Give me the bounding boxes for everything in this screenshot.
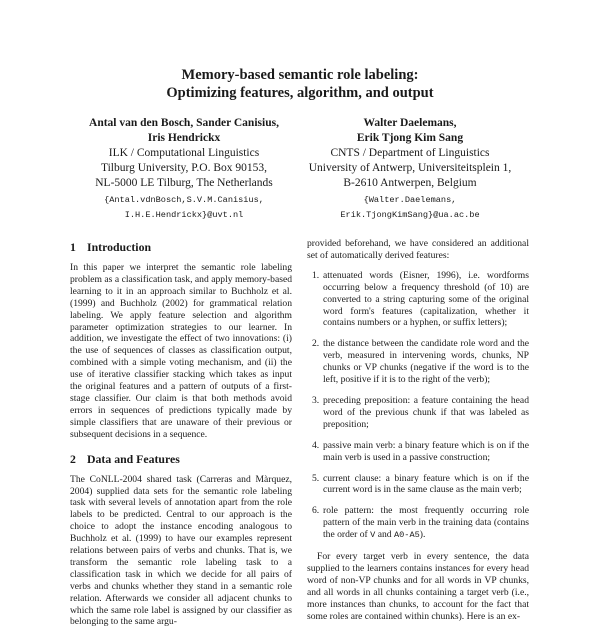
author-block-antwerp <box>290 116 530 223</box>
list-item-number: 1. <box>312 269 320 281</box>
list-item-text: attenuated words (Eisner, 1996), i.e. wordforms occurring below a frequency threshold (of 10) are converted to a string capturing some of the original word form's features (capitalization, whether it contains numbers or a hyphen, or suffix letters); <box>323 269 529 329</box>
author-names-line-2: Iris Hendrickx <box>147 132 221 144</box>
author-names-line-1: Antal van den Bosch, Sander Canisius, <box>89 117 279 129</box>
author-block-tilburg <box>64 116 304 223</box>
list-item-text: the distance between the candidate role word and the verb, measured in intervening words, chunks, NP chunks or VP chunks (negative if the word is to the left, positive if it is to the right of the verb); <box>323 338 529 386</box>
email-line-2: I.H.E.Hendrickx}@uvt.nl <box>124 210 244 220</box>
email-line-1: {Walter.Daelemans, <box>363 195 457 205</box>
list-item-text-part: ). <box>419 529 426 541</box>
list-item <box>307 473 529 497</box>
list-item-number: 2. <box>312 338 320 350</box>
title-line-2: Optimizing features, algorithm, and output <box>166 85 434 101</box>
list-item-number: 4. <box>312 439 320 451</box>
code-token: V <box>370 530 376 541</box>
list-item <box>307 505 529 542</box>
paper-title <box>0 66 600 102</box>
affiliation-line-3: B-2610 Antwerpen, Belgium <box>343 177 477 189</box>
affiliation-line-3: NL-5000 LE Tilburg, The Netherlands <box>95 177 273 189</box>
list-item-text: current clause: a binary feature which is on if the current word is in the same clause as the main verb; <box>323 472 529 496</box>
list-item-number: 6. <box>312 505 320 517</box>
introduction-paragraph: In this paper we interpret the semantic role labeling problem as a classification task, and apply memory-based learning to it in an approach similar to Buchholz et al. (1999) and Buchholz (2002) for grammatical relation labeling. We apply feature selection and algorithm parameter optimization strategies to our learner. In addition, we investigate the effect of two innovations: (i) the use of sequences of classes as classification output, combined with a simple voting mechanism, and (ii) the use of iterative classifier stacking which takes as input the original features and a pattern of outputs of a first-stage classifier. Our claim is that both methods avoid errors in sequences of predictions typically made by simple classifiers that are unaware of their previous or subsequent decisions in a sequence. <box>70 262 292 440</box>
list-item <box>307 338 529 386</box>
left-column <box>70 238 292 628</box>
title-line-1: Memory-based semantic role labeling: <box>181 67 419 83</box>
feature-list <box>307 270 529 542</box>
list-item-number: 5. <box>312 472 320 484</box>
list-item-text-part: role pattern: the most frequently occurring role pattern of the main verb in the training data (contains the order of <box>323 505 529 541</box>
author-names-line-1: Walter Daelemans, <box>363 117 457 129</box>
list-item <box>307 270 529 330</box>
section-heading-data-and-features <box>70 452 292 466</box>
author-email <box>64 193 304 223</box>
section-title: Data and Features <box>87 451 180 466</box>
data-features-paragraph: The CoNLL-2004 shared task (Carreras and Màrquez, 2004) supplied data sets for the semantic role labeling task with several levels of annotation apart from the role labels to be predicted. Central to our approach is the choice to adopt the instance encoding analogous to Buchholz et al. (1999) to have our examples represent relations between pairs of verbs and chunks. That is, we transform the semantic role labeling task to a classification task in which we decide for all pairs of verbs and chunks whether they stand in a semantic role relation. Afterwards we consider all adjacent chunks to which the same role label is assigned by our classifier as belonging to the same argu- <box>70 473 292 628</box>
list-item <box>307 440 529 464</box>
features-intro-paragraph: provided beforehand, we have considered an additional set of automatically derived features: <box>307 238 529 261</box>
list-item <box>307 395 529 431</box>
code-token: A0-A5 <box>393 530 420 541</box>
list-item-number: 3. <box>312 394 320 406</box>
list-item-text <box>323 505 529 540</box>
list-item-text: preceding preposition: a feature containing the head word of the previous chunk if that was labeled as preposition; <box>323 394 529 430</box>
section-heading-introduction <box>70 240 292 254</box>
instances-paragraph: For every target verb in every sentence, the data supplied to the learners contains instances for every head word of non-VP chunks and for all words in VP chunks, and all words in all chunks containing a target verb (i.e., more instances than chunks, to account for the fact that some roles are contained within chunks). Here is an ex- <box>307 551 529 622</box>
section-title: Introduction <box>87 240 152 254</box>
affiliation-line-1: ILK / Computational Linguistics <box>108 147 260 159</box>
affiliation-line-2: University of Antwerp, Universiteitsplein 1, <box>308 162 512 174</box>
author-email <box>290 193 530 223</box>
section-number: 1 <box>70 240 76 254</box>
email-line-1: {Antal.vdnBosch,S.V.M.Canisius, <box>104 195 264 205</box>
affiliation-line-2: Tilburg University, P.O. Box 90153, <box>100 162 268 174</box>
right-column <box>307 238 529 622</box>
list-item-text: passive main verb: a binary feature which is on if the main verb is used in a passive construction; <box>323 439 529 463</box>
email-line-2: Erik.TjongKimSang}@ua.ac.be <box>340 210 480 220</box>
list-item-text-part: and <box>375 529 394 541</box>
section-number: 2 <box>70 451 76 466</box>
author-names-line-2: Erik Tjong Kim Sang <box>356 132 464 144</box>
affiliation-line-1: CNTS / Department of Linguistics <box>330 147 490 159</box>
